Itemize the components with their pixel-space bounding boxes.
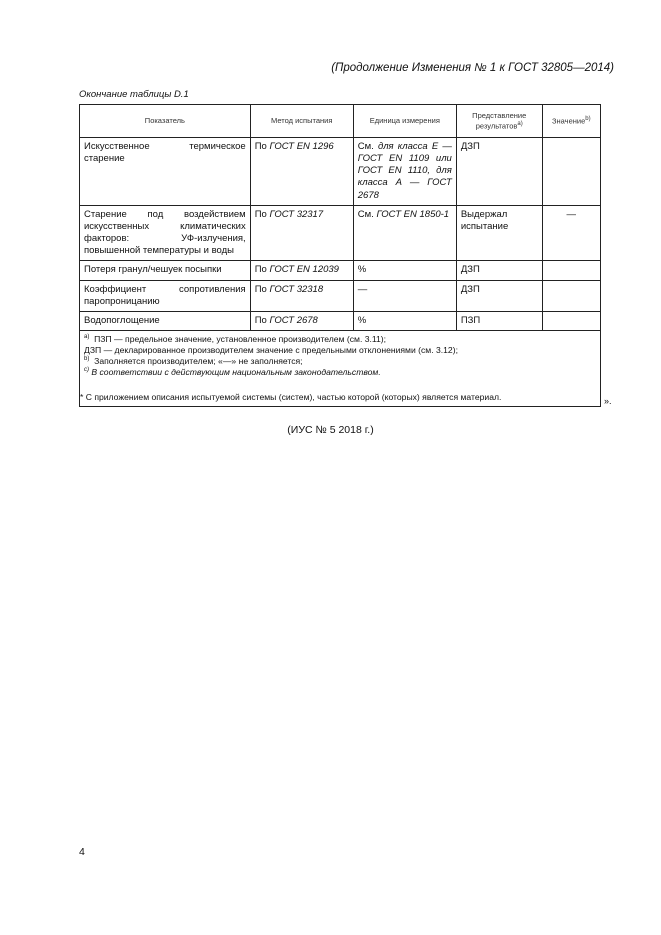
col-header-indicator: Показатель (80, 105, 251, 138)
row-method-ref: ГОСТ 32317 (269, 208, 324, 220)
row-value: — (542, 205, 600, 261)
row-method-ref: ГОСТ 32318 (269, 283, 324, 295)
col-header-value (542, 105, 600, 138)
closing-quote: ». (604, 396, 612, 406)
note-a-text: ПЗП — предельное значение, установленное производителем (см. 3.11); (94, 334, 387, 345)
row-value (542, 280, 600, 311)
row-method-prefix: По (254, 141, 270, 152)
asterisk-note: * С приложением описания испытуемой системы (систем), частью которой (которых) является материал. (80, 392, 502, 403)
note-c-marker: c) (84, 367, 89, 374)
col-header-representation-label: Представление результатов (472, 111, 527, 131)
table-header-row (80, 105, 601, 138)
row-indicator: Водопоглощение (80, 311, 251, 330)
row-representation: ПЗП (456, 311, 542, 330)
row-indicator: Старение под воздействием искусственных климатических факторов: УФ-излучения, повышенной температуры и воды (80, 205, 251, 261)
col-header-representation-footnote-mark: a) (517, 120, 523, 127)
row-indicator: Коэффициент сопротивления паропроницанию (80, 280, 251, 311)
row-unit (353, 261, 456, 280)
note-a (84, 334, 596, 345)
page-number: 4 (79, 846, 85, 858)
row-method (250, 280, 353, 311)
row-unit-prefix: — (357, 283, 368, 295)
table-notes (80, 331, 601, 407)
note-b-marker: b) (84, 356, 90, 363)
row-representation: ДЗП (456, 261, 542, 280)
row-method (250, 261, 353, 280)
row-unit-prefix: См. (357, 141, 378, 152)
row-method-prefix: По (254, 264, 270, 276)
table-row (80, 138, 601, 206)
row-method (250, 138, 353, 206)
row-unit-prefix: % (357, 264, 367, 276)
properties-table (79, 104, 601, 407)
row-representation: ДЗП (456, 280, 542, 311)
note-b-text: Заполняется производителем; «—» не заполняется; (94, 356, 303, 367)
note-a-text2: ДЗП — декларированное производителем значение с предельными отклонениями (см. 3.12); (84, 345, 458, 356)
row-value (542, 138, 600, 206)
note-c-text: В соответствии с действующим национальным законодательством. (91, 367, 381, 378)
note-a-marker: a) (84, 334, 90, 341)
row-unit-prefix: % (357, 314, 367, 326)
amendment-header-note: (Продолжение Изменения № 1 к ГОСТ 32805—2014) (331, 62, 614, 74)
table-row (80, 311, 601, 330)
note-c (84, 367, 596, 378)
row-unit (353, 280, 456, 311)
row-unit (353, 311, 456, 330)
row-method-ref: ГОСТ 2678 (269, 314, 318, 326)
row-method-prefix: По (254, 314, 270, 326)
row-unit (353, 138, 456, 206)
table-caption: Окончание таблицы D.1 (79, 89, 189, 100)
row-representation: ДЗП (456, 138, 542, 206)
row-unit-ref: ГОСТ EN 1850-1 (376, 208, 450, 220)
row-value (542, 261, 600, 280)
row-unit-ref: для класса Е — ГОСТ EN 1109 или ГОСТ EN 1110, для класса А — ГОСТ 2678 (357, 141, 452, 201)
row-unit-prefix: См. (357, 208, 377, 220)
col-header-value-footnote-mark: b) (585, 115, 591, 122)
note-b (84, 356, 596, 367)
table-notes-row (80, 331, 601, 407)
row-method-ref: ГОСТ EN 1296 (269, 141, 334, 152)
row-method-prefix: По (254, 283, 270, 295)
col-header-unit: Единица измерения (353, 105, 456, 138)
row-method-ref: ГОСТ EN 12039 (269, 264, 339, 276)
table-row (80, 205, 601, 261)
row-unit (353, 205, 456, 261)
row-value (542, 311, 600, 330)
col-header-method: Метод испытания (250, 105, 353, 138)
table-row (80, 280, 601, 311)
col-header-representation (456, 105, 542, 138)
row-indicator: Искусственное термическое старение (80, 138, 251, 206)
table-row (80, 261, 601, 280)
col-header-value-label: Значение (552, 116, 586, 126)
row-method (250, 311, 353, 330)
ius-reference: (ИУС № 5 2018 г.) (287, 424, 374, 436)
row-indicator: Потеря гранул/чешуек посыпки (80, 261, 251, 280)
row-method (250, 205, 353, 261)
row-method-prefix: По (254, 208, 270, 220)
row-representation: Выдержал испытание (456, 205, 542, 261)
